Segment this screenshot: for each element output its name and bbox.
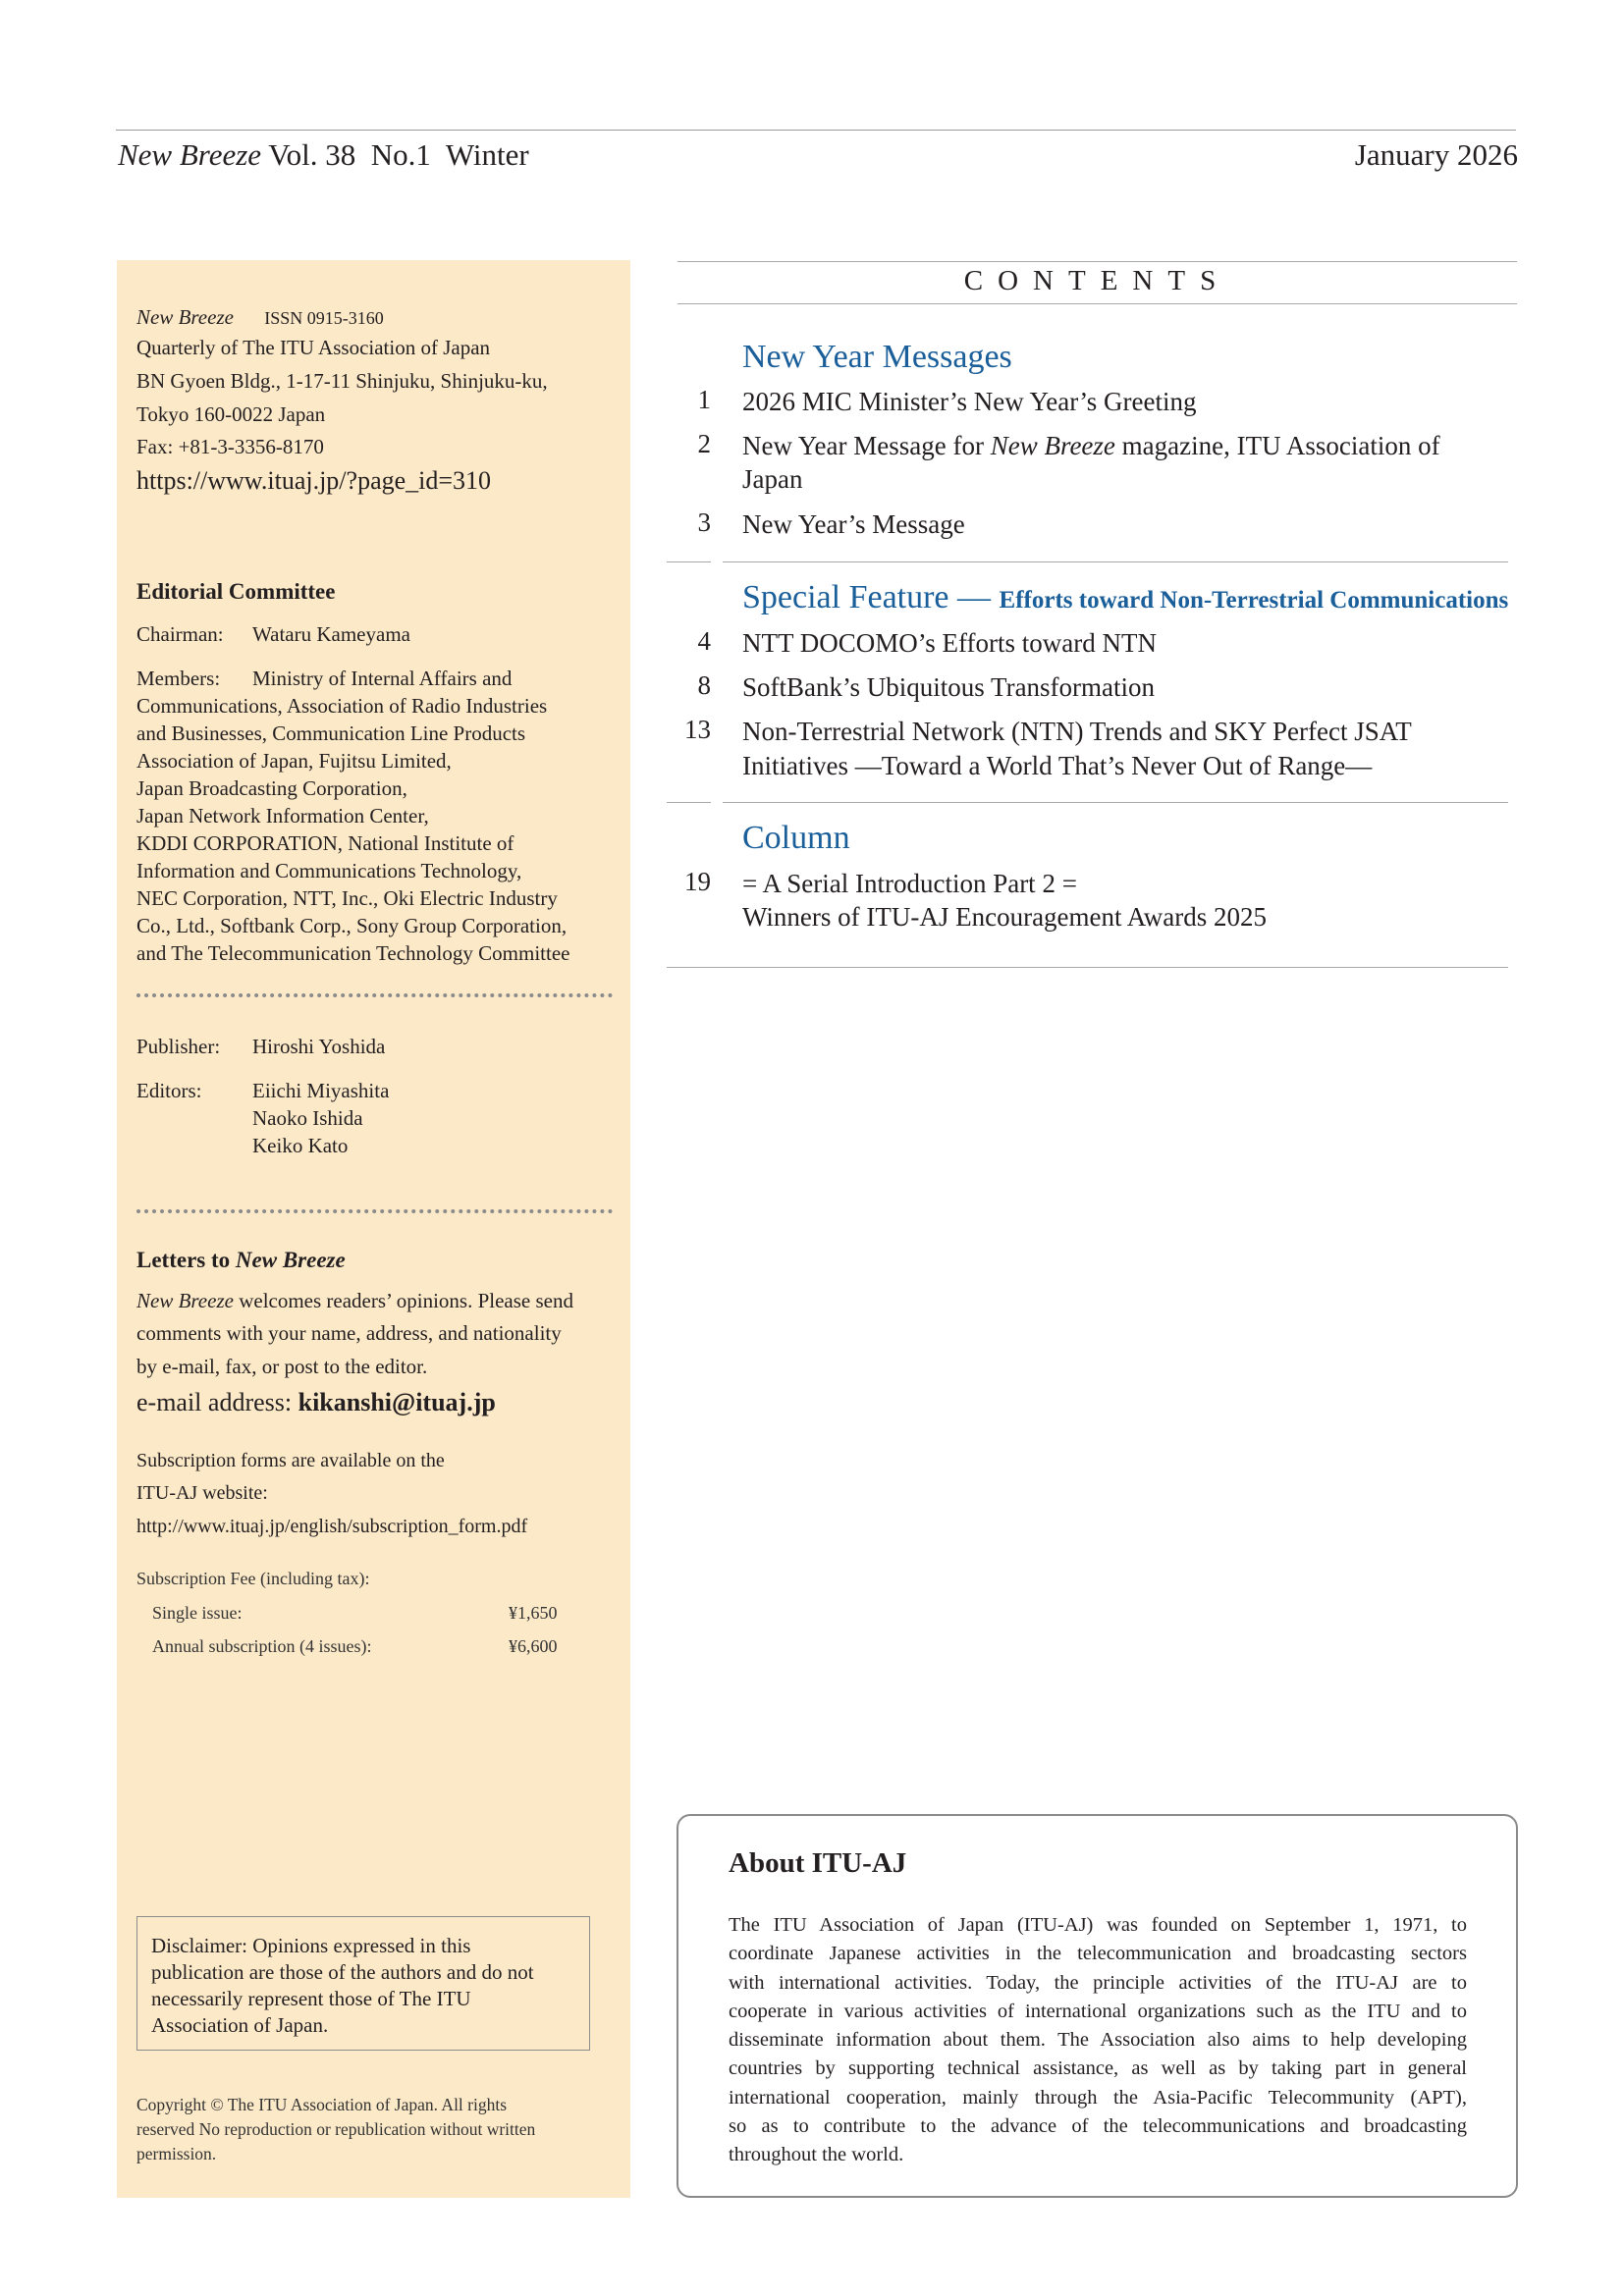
- email-row: [136, 1387, 496, 1418]
- email-link[interactable]: kikanshi@ituaj.jp: [298, 1388, 496, 1416]
- toc-entry-continuation[interactable]: Japan: [742, 464, 803, 494]
- chairman-name: Wataru Kameyama: [252, 622, 410, 646]
- publisher-row: [136, 1033, 385, 1060]
- members-label: Members:: [136, 667, 221, 690]
- toc-entry-continuation[interactable]: Winners of ITU-AJ Encouragement Awards 2025: [742, 902, 1268, 932]
- subscription-line: ITU-AJ website:: [136, 1482, 268, 1504]
- section-title[interactable]: Special Feature — Efforts toward Non-Terrestrial Communications: [742, 579, 1509, 615]
- issue-info: [118, 137, 529, 173]
- publisher-label: Publisher:: [136, 1035, 221, 1058]
- page-number: 2: [697, 429, 711, 458]
- about-line: coordinate Japanese activities in the telecommunication and broadcasting sectors: [729, 1943, 1467, 1965]
- about-text: [729, 1911, 1467, 2170]
- disclaimer-line: necessarily represent those of The ITU: [151, 1987, 471, 2010]
- page-number: 19: [684, 867, 711, 896]
- contents-title-rule: [677, 303, 1517, 304]
- letters-body-line: comments with your name, address, and nationality: [136, 1321, 562, 1345]
- editors-row: [136, 1077, 389, 1104]
- about-line: cooperate in various activities of international organizations such as the ITU and to: [729, 2000, 1467, 2022]
- toc-entry[interactable]: New Year Message for New Breeze magazine, ITU Association of: [742, 431, 1440, 460]
- fee-value: ¥6,600: [509, 1636, 558, 1656]
- members-line: KDDI CORPORATION, National Institute of: [136, 831, 514, 855]
- masthead-line: Quarterly of The ITU Association of Japan: [136, 336, 491, 359]
- toc-entry[interactable]: = A Serial Introduction Part 2 =: [742, 869, 1077, 898]
- letters-heading: Letters to New Breeze: [136, 1248, 346, 1272]
- issue-date: January 2026: [1354, 137, 1518, 172]
- copyright-notice: [136, 2093, 535, 2166]
- masthead-line: BN Gyoen Bldg., 1-17-11 Shinjuku, Shinjuku-ku,: [136, 369, 548, 393]
- copyright-line: reserved No reproduction or republication without written: [136, 2119, 536, 2139]
- members-line: Association of Japan, Fujitsu Limited,: [136, 749, 452, 773]
- toc-entry[interactable]: 2026 MIC Minister’s New Year’s Greeting: [742, 387, 1197, 416]
- masthead-title-row: [136, 303, 384, 332]
- disclaimer-line: Disclaimer: Opinions expressed in this: [151, 1934, 471, 1957]
- toc-entry[interactable]: NTT DOCOMO’s Efforts toward NTN: [742, 628, 1157, 658]
- about-line: so as to contribute to the advance of the telecommunications and broadcasting: [729, 2115, 1467, 2138]
- chairman-label: Chairman:: [136, 622, 224, 646]
- volume-info: Vol. 38 No.1 Winter: [261, 137, 529, 172]
- section-rule-short: [667, 561, 711, 562]
- page-number: 1: [697, 385, 711, 414]
- section-rule: [723, 561, 1508, 562]
- copyright-line: permission.: [136, 2144, 217, 2163]
- fee-value: ¥1,650: [509, 1603, 558, 1623]
- section-title[interactable]: Column: [742, 820, 850, 856]
- fee-label: Annual subscription (4 issues):: [152, 1636, 372, 1656]
- members-line: and Businesses, Communication Line Products: [136, 721, 526, 745]
- issn: ISSN 0915-3160: [264, 308, 384, 328]
- about-line: disseminate information about them. The Association also aims to help developing: [729, 2029, 1467, 2052]
- page-number: 4: [697, 626, 711, 656]
- editor-name: Keiko Kato: [252, 1134, 349, 1157]
- members-line: Co., Ltd., Softbank Corp., Sony Group Corporation,: [136, 914, 568, 937]
- page-number: 13: [684, 715, 711, 744]
- members-line: Japan Network Information Center,: [136, 804, 429, 828]
- fee-label: Single issue:: [152, 1603, 243, 1623]
- members-line: Ministry of Internal Affairs and: [252, 667, 513, 690]
- dotted-divider: [136, 1209, 613, 1213]
- toc-entry[interactable]: Non-Terrestrial Network (NTN) Trends and SKY Perfect JSAT: [742, 717, 1412, 746]
- masthead-title: New Breeze: [136, 305, 234, 329]
- about-line: throughout the world.: [729, 2144, 904, 2166]
- fee-heading: Subscription Fee (including tax):: [136, 1569, 370, 1588]
- publisher-name: Hiroshi Yoshida: [252, 1035, 386, 1058]
- section-rule: [723, 802, 1508, 803]
- disclaimer-line: Association of Japan.: [151, 2013, 329, 2037]
- masthead-url[interactable]: https://www.ituaj.jp/?page_id=310: [136, 466, 492, 495]
- about-title: About ITU-AJ: [729, 1847, 907, 1879]
- about-line: The ITU Association of Japan (ITU-AJ) was founded on September 1, 1971, to: [729, 1914, 1467, 1936]
- page-number: 8: [697, 670, 711, 700]
- members-line: Information and Communications Technology,: [136, 859, 522, 882]
- section-title[interactable]: New Year Messages: [742, 339, 1012, 375]
- section-rule-short: [667, 802, 711, 803]
- about-line: international cooperation, mainly through the Asia-Pacific Telecommunity (APT),: [729, 2086, 1467, 2109]
- chairman-row: [136, 620, 410, 648]
- editor-name: Eiichi Miyashita: [252, 1079, 390, 1102]
- toc-entry-continuation[interactable]: Initiatives —Toward a World That’s Never Out of Range—: [742, 751, 1373, 780]
- members-line: and The Telecommunication Technology Committee: [136, 941, 570, 965]
- editor-name: Naoko Ishida: [252, 1106, 363, 1130]
- about-line: with international activities. Today, the principle activities of the ITU-AJ are to: [729, 1971, 1467, 1994]
- subscription-url[interactable]: http://www.ituaj.jp/english/subscription_form.pdf: [136, 1516, 528, 1537]
- toc-entry[interactable]: New Year’s Message: [742, 509, 965, 539]
- letters-body-line: by e-mail, fax, or post to the editor.: [136, 1355, 428, 1378]
- contents-title: CONTENTS: [963, 265, 1231, 296]
- disclaimer-line: publication are those of the authors and do not: [151, 1960, 534, 1984]
- email-label: e-mail address:: [136, 1388, 298, 1416]
- letters-body-line: New Breeze welcomes readers’ opinions. Please send: [136, 1289, 573, 1312]
- members-line: NEC Corporation, NTT, Inc., Oki Electric Industry: [136, 886, 558, 910]
- dotted-divider: [136, 993, 613, 997]
- header-rule: [116, 130, 1516, 131]
- masthead-line: Tokyo 160-0022 Japan: [136, 402, 326, 426]
- members-block: [136, 665, 627, 967]
- members-line: Communications, Association of Radio Industries: [136, 694, 548, 718]
- about-line: countries by supporting technical assistance, as well as by taking part in general: [729, 2057, 1467, 2080]
- toc-entry[interactable]: SoftBank’s Ubiquitous Transformation: [742, 672, 1156, 702]
- section-subtitle: Efforts toward Non-Terrestrial Communications: [999, 587, 1509, 614]
- editorial-heading: Editorial Committee: [136, 579, 336, 604]
- contents-top-rule: [677, 261, 1517, 262]
- masthead-line: Fax: +81-3-3356-8170: [136, 435, 324, 458]
- copyright-line: Copyright © The ITU Association of Japan. All rights: [136, 2095, 508, 2114]
- magazine-title: New Breeze: [118, 137, 262, 172]
- members-line: Japan Broadcasting Corporation,: [136, 776, 407, 800]
- page-number: 3: [697, 507, 711, 537]
- subscription-line: Subscription forms are available on the: [136, 1450, 445, 1471]
- sidebar-panel: [117, 260, 630, 2198]
- contents-bottom-rule: [667, 967, 1508, 968]
- about-box: [677, 1814, 1518, 2198]
- editors-label: Editors:: [136, 1079, 202, 1102]
- disclaimer-box: [136, 1916, 590, 2051]
